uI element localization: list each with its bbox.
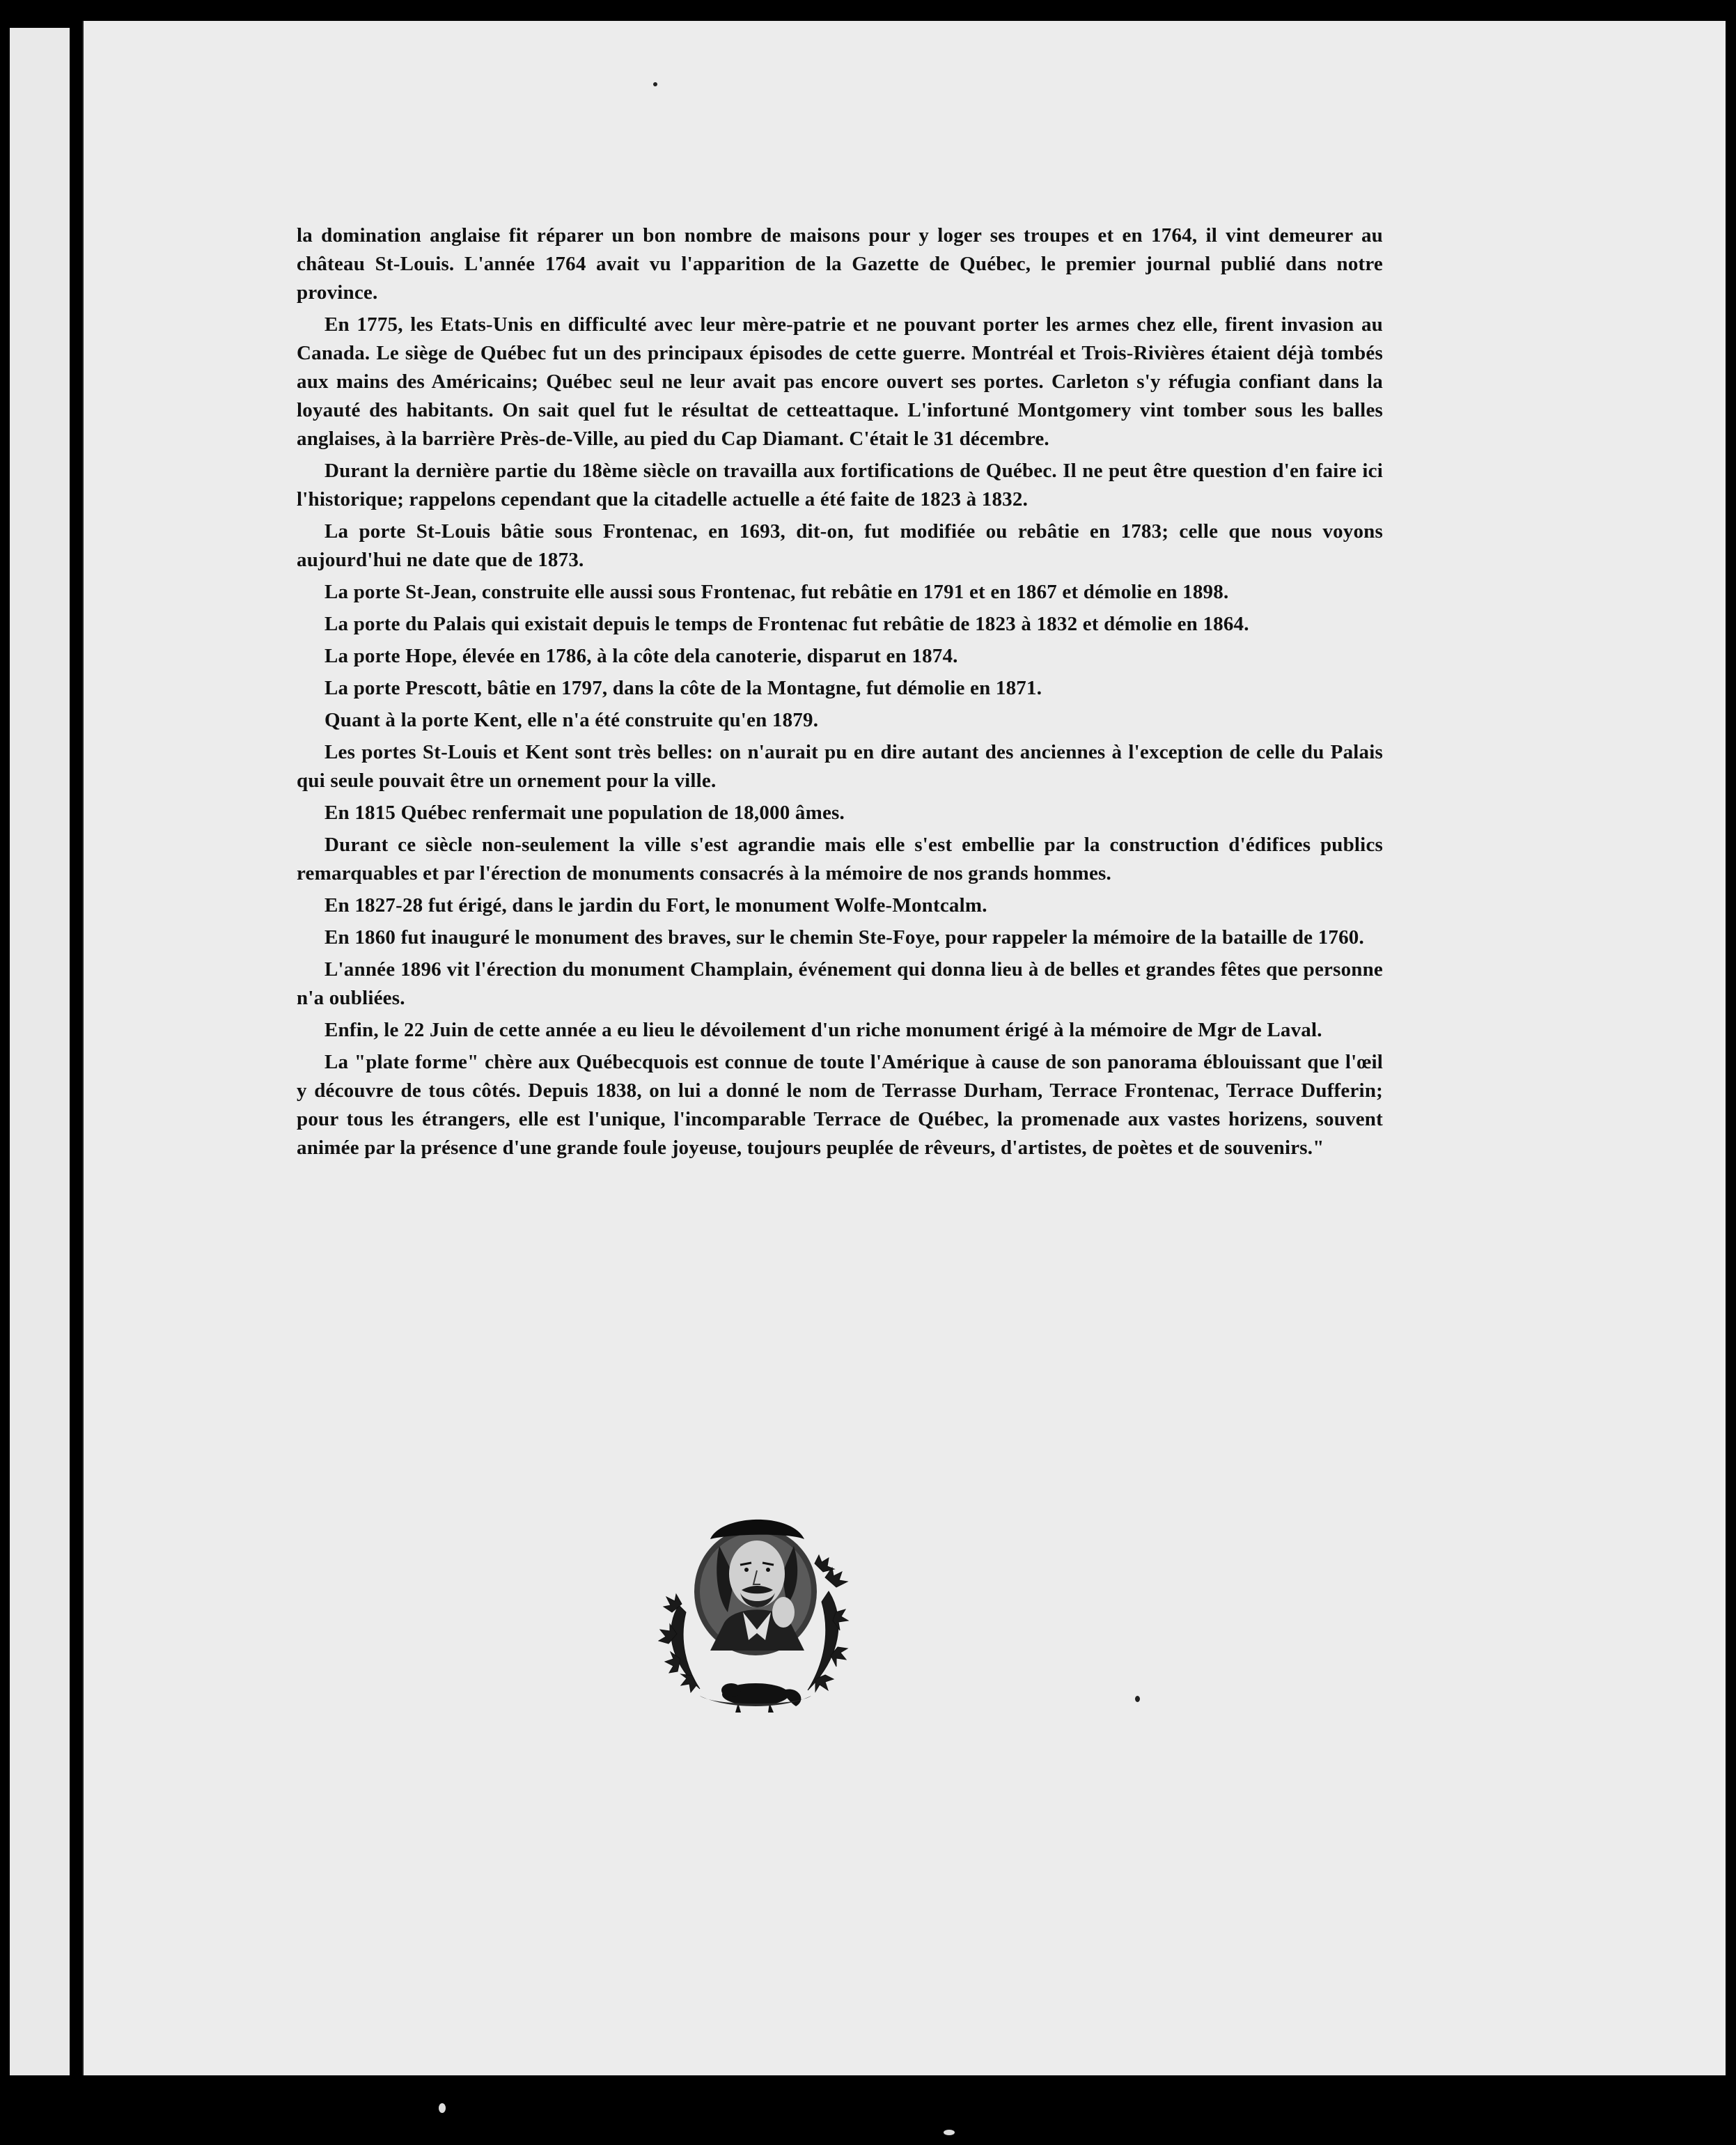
ink-speck <box>1135 1696 1140 1702</box>
paragraph: Enfin, le 22 Juin de cette année a eu lieu le dévoilement d'un riche monument érigé à la mémoire de Mgr de Laval. <box>324 1019 1322 1041</box>
portrait-engraving-icon <box>658 1508 850 1717</box>
paragraph: En 1827-28 fut érigé, dans le jardin du Fort, le monument Wolfe-Montcalm. <box>324 894 987 916</box>
paragraph: La porte St-Jean, construite elle aussi sous Frontenac, fut rebâtie en 1791 et en 1867 et démolie en 1898. <box>324 581 1229 603</box>
paragraph: La porte Prescott, bâtie en 1797, dans la côte de la Montagne, fut démolie en 1871. <box>324 677 1042 699</box>
paragraph: La "plate forme" chère aux Québecquois est connue de toute l'Amérique à cause de son panorama éblouissant que l'œil y découvre de tous côtés. Depuis 1838, on lui a donné le nom de Terrasse Durham, Terrace Frontenac, Terrace Dufferin; pour tous les étrangers, elle est l'unique, l'incomparable Terrace de Québec, la promenade aux vastes horizens, souvent animée par la présence d'une grande foule joyeuse, toujours peuplée de rêveurs, d'artistes, de poètes et de souvenirs." <box>297 1051 1383 1159</box>
body-text <box>297 221 1383 1166</box>
paragraph: La porte Hope, élevée en 1786, à la côte dela canoterie, disparut en 1874. <box>324 645 958 667</box>
portrait-vignette <box>658 1508 850 1717</box>
paragraph: En 1815 Québec renfermait une population de 18,000 âmes. <box>324 802 845 824</box>
paragraph: Durant la dernière partie du 18ème siècle on travailla aux fortifications de Québec. Il ne peut être question d'en faire ici l'historique; rappelons cependant que la citadelle actuelle a été faite de 1823 à 1832. <box>297 460 1383 510</box>
scan-artifact <box>944 2130 955 2135</box>
scan-artifact <box>439 2103 446 2113</box>
paragraph: Quant à la porte Kent, elle n'a été construite qu'en 1879. <box>324 709 819 731</box>
paragraph: L'année 1896 vit l'érection du monument Champlain, événement qui donna lieu à de belles et grandes fêtes que personne n'a oubliées. <box>297 958 1383 1009</box>
paragraph: En 1860 fut inauguré le monument des braves, sur le chemin Ste-Foye, pour rappeler la mémoire de la bataille de 1760. <box>324 926 1364 949</box>
page-binding-line <box>82 21 84 2075</box>
paragraph: La porte St-Louis bâtie sous Frontenac, en 1693, dit-on, fut modifiée ou rebâtie en 1783; celle que nous voyons aujourd'hui ne date que de 1873. <box>297 520 1383 571</box>
paragraph: la domination anglaise fit réparer un bon nombre de maisons pour y loger ses troupes et en 1764, il vint demeurer au château St-Louis. L'année 1764 avait vu l'apparition de la Gazette de Québec, le premier journal publié dans notre province. <box>297 224 1383 304</box>
paragraph: La porte du Palais qui existait depuis le temps de Frontenac fut rebâtie de 1823 à 1832 et démolie en 1864. <box>324 613 1249 635</box>
beaver-icon <box>721 1683 801 1713</box>
paragraph: Les portes St-Louis et Kent sont très belles: on n'aurait pu en dire autant des anciennes à l'exception de celle du Palais qui seule pouvait être un ornement pour la ville. <box>297 741 1383 792</box>
paragraph: Durant ce siècle non-seulement la ville s'est agrandie mais elle s'est embellie par la construction d'édifices publics remarquables et par l'érection de monuments consacrés à la mémoire de nos grands hommes. <box>297 834 1383 884</box>
ink-speck <box>653 82 657 86</box>
previous-page-edge <box>10 28 70 2075</box>
paragraph: En 1775, les Etats-Unis en difficulté avec leur mère-patrie et ne pouvant porter les armes chez elle, firent invasion au Canada. Le siège de Québec fut un des principaux épisodes de cette guerre. Montréal et Trois-Rivières étaient déjà tombés aux mains des Américains; Québec seul ne leur avait pas encore ouvert ses portes. Carleton s'y réfugia confiant dans la loyauté des habitants. On sait quel fut le résultat de cetteattaque. L'infortuné Montgomery vint tomber sous les balles anglaises, à la barrière Près-de-Ville, au pied du Cap Diamant. C'était le 31 décembre. <box>297 313 1383 450</box>
